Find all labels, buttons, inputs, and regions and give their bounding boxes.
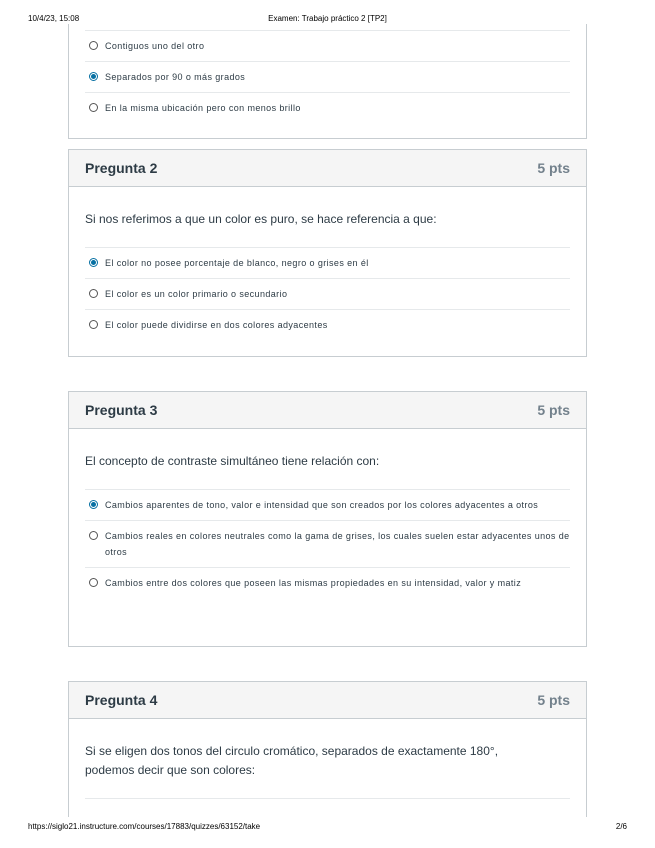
question-4-card [68,681,587,817]
radio-button[interactable] [89,320,98,329]
answer-label: Cambios entre dos colores que poseen las mismas propiedades en su intensidad, valor y matiz [105,578,522,588]
answer-option[interactable] [85,568,570,598]
print-datetime: 10/4/23, 15:08 [28,14,80,23]
radio-button[interactable] [89,531,98,540]
question-title: Pregunta 4 [85,692,158,708]
answer-option[interactable] [85,521,570,568]
question-title: Pregunta 2 [85,160,158,176]
question-text: El concepto de contraste simultáneo tiene relación con: [85,454,380,468]
print-doc-title: Examen: Trabajo práctico 2 [TP2] [268,14,387,23]
radio-button-selected[interactable] [89,258,98,267]
question-points: 5 pts [537,160,570,176]
question-text: Si se eligen dos tonos del circulo cromático, separados de exactamente 180°, podemos decir que son colores: [85,744,499,777]
answer-label: Cambios reales en colores neutrales como la gama de grises, los cuales suelen estar adyacentes unos de otros [105,531,570,557]
question-1-card [68,24,587,139]
answer-option[interactable] [85,279,570,310]
answer-label: Separados por 90 o más grados [105,72,246,82]
radio-button[interactable] [89,41,98,50]
answer-label: El color es un color primario o secundario [105,289,288,299]
answer-option[interactable] [85,31,570,62]
question-2-answers [85,247,570,340]
answer-label: En la misma ubicación pero con menos brillo [105,103,301,113]
question-text: Si nos referimos a que un color es puro, se hace referencia a que: [85,212,437,226]
answer-label: El color puede dividirse en dos colores adyacentes [105,320,328,330]
question-header [69,150,586,187]
question-3-card [68,391,587,647]
question-3-answers [85,489,570,598]
answer-label: El color no posee porcentaje de blanco, negro o grises en él [105,258,369,268]
answer-option[interactable] [85,248,570,279]
radio-button-selected[interactable] [89,72,98,81]
question-title: Pregunta 3 [85,402,158,418]
answer-option[interactable] [85,93,570,123]
question-4-answers [85,798,570,799]
radio-button[interactable] [89,289,98,298]
radio-button[interactable] [89,578,98,587]
answer-option[interactable] [85,490,570,521]
question-header [69,682,586,719]
question-1-answers [85,30,570,123]
answer-option[interactable] [85,310,570,340]
answer-label: Cambios aparentes de tono, valor e intensidad que son creados por los colores adyacentes a otros [105,500,539,510]
print-page-number: 2/6 [615,822,627,831]
radio-button-selected[interactable] [89,500,98,509]
print-url: https://siglo21.instructure.com/courses/17883/quizzes/63152/take [28,822,261,831]
radio-button[interactable] [89,103,98,112]
answer-label: Contiguos uno del otro [105,41,205,51]
question-points: 5 pts [537,692,570,708]
question-points: 5 pts [537,402,570,418]
question-header [69,392,586,429]
question-2-card [68,149,587,357]
answer-option[interactable] [85,62,570,93]
